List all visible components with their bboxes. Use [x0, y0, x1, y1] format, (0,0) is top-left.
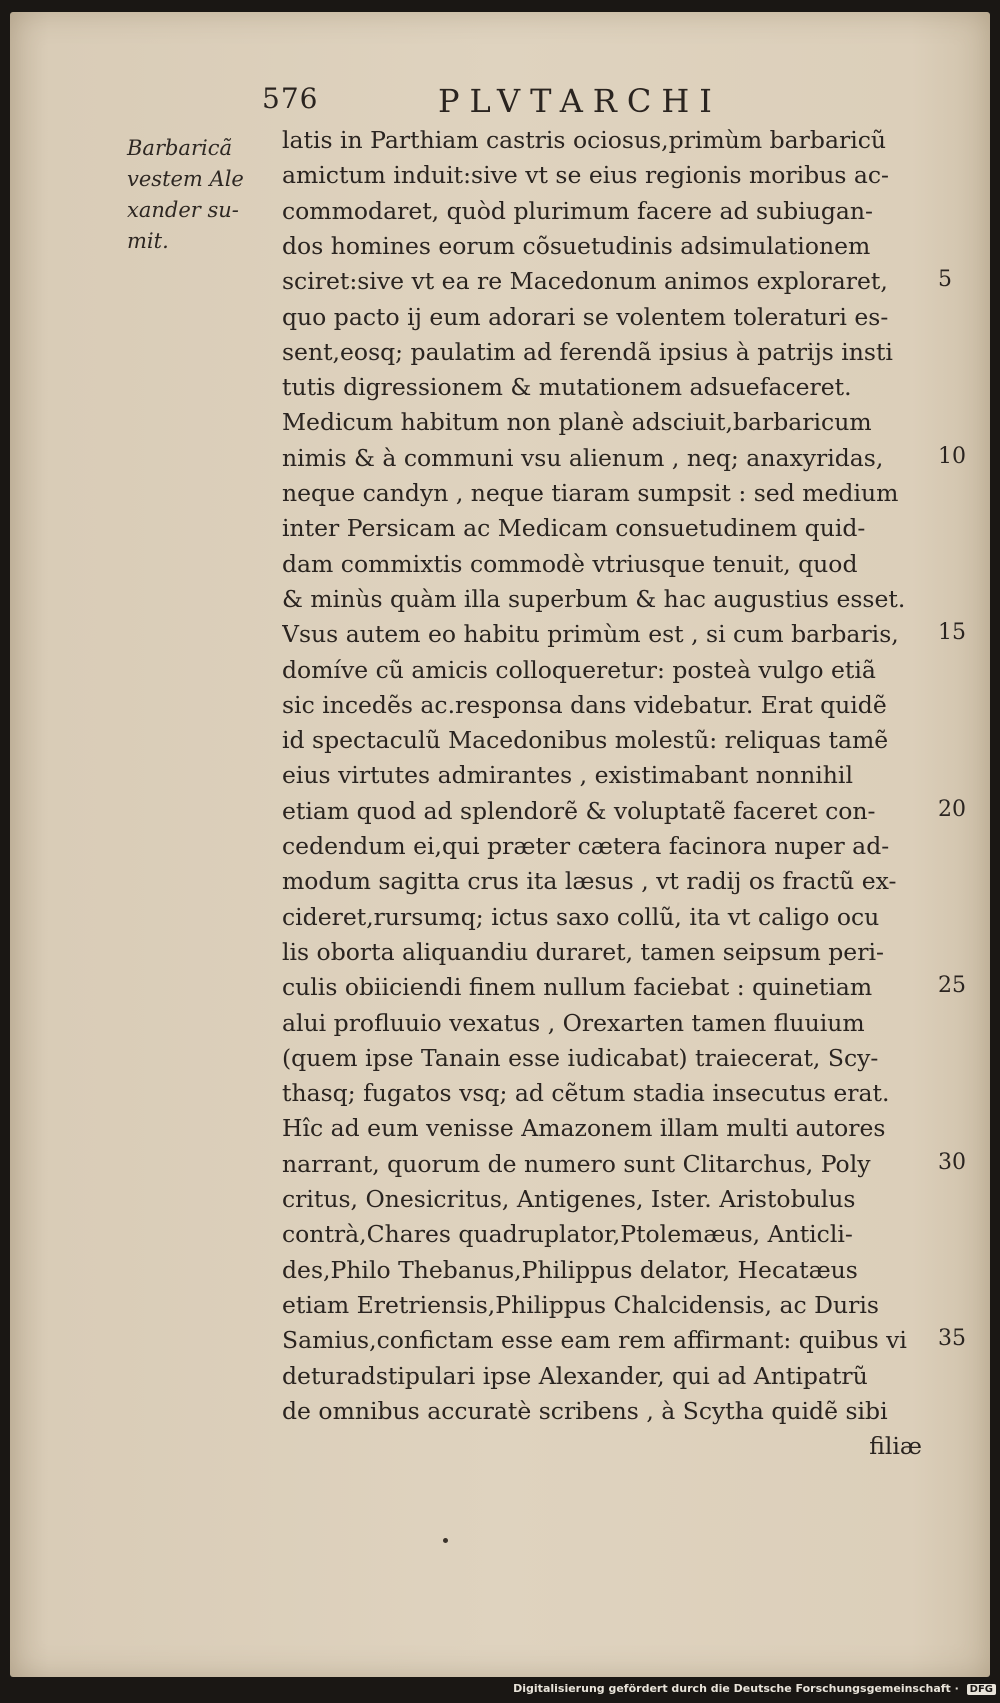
text-line: culis obiiciendi finem nullum faciebat : quinetiam [282, 973, 873, 1002]
line-number: 15 [938, 620, 966, 646]
line-number: 25 [938, 973, 966, 999]
text-line: des,Philo Thebanus,Philippus delator, Hecatæus [282, 1255, 858, 1284]
text-line: id spectaculũ Macedonibus molestũ: reliquas tamẽ [282, 726, 889, 755]
line-number: 5 [938, 267, 952, 293]
marginal-note-line: xander su- [127, 198, 239, 222]
text-line: cedendum ei,qui præter cætera facinora nuper ad- [282, 832, 890, 860]
text-line: tutis digressionem & mutationem adsuefaceret. [282, 373, 852, 402]
page-number: 576 [262, 82, 319, 115]
line-number: 35 [938, 1326, 966, 1352]
text-line: eius virtutes admirantes , existimabant nonnihil [282, 761, 853, 790]
text-line: Hîc ad eum venisse Amazonem illam multi autores [282, 1114, 886, 1143]
text-line: amictum induit:sive vt se eius regionis moribus ac- [282, 161, 889, 190]
text-line: sciret:sive vt ea re Macedonum animos exploraret, [282, 267, 888, 296]
ornament-dot [443, 1538, 448, 1543]
digitization-footer [0, 1682, 996, 1702]
line-number: 30 [938, 1149, 966, 1175]
text-line: de omnibus accuratè scribens , à Scytha quidẽ sibi [282, 1396, 888, 1425]
marginal-note-line: Barbaricã [127, 136, 232, 160]
text-line: alui profluuio vexatus , Orexarten tamen fluuium [282, 1008, 865, 1037]
text-line: lis oborta aliquandiu duraret, tamen seipsum peri- [282, 937, 884, 966]
digitization-credit: Digitalisierung gefördert durch die Deutsche Forschungsgemeinschaft · [513, 1682, 959, 1695]
text-line: thasq; fugatos vsq; ad cẽtum stadia insecutus erat. [282, 1079, 890, 1108]
line-number: 20 [938, 796, 966, 822]
text-line: quo pacto ij eum adorari se volentem toleraturi es- [282, 302, 889, 331]
text-line: narrant, quorum de numero sunt Clitarchus, Poly [282, 1149, 871, 1178]
text-line: domíve cũ amicis colloqueretur: posteà vulgo etiã [282, 655, 876, 684]
text-line: dos homines eorum cõsuetudinis adsimulationem [282, 231, 871, 260]
text-line: neque candyn , neque tiaram sumpsit : sed medium [282, 479, 899, 507]
text-line: latis in Parthiam castris ociosus,primùm barbaricũ [282, 126, 887, 154]
text-line: critus, Onesicritus, Antigenes, Ister. Aristobulus [282, 1185, 856, 1213]
text-line: Samius,confictam esse eam rem affirmant: quibus vi [282, 1326, 907, 1355]
text-line: cideret,rursumq; ictus saxo collũ, ita vt caligo ocu [282, 902, 880, 931]
catchword: filiæ [869, 1432, 922, 1461]
text-line: Vsus autem eo habitu primùm est , si cum barbaris, [282, 620, 899, 649]
text-line: sent,eosq; paulatim ad ferendã ipsius à patrijs insti [282, 337, 893, 366]
text-line: deturadstipulari ipse Alexander, qui ad Antipatrũ [282, 1361, 868, 1390]
marginal-note-line: mit. [127, 229, 169, 253]
text-line: & minùs quàm illa superbum & hac augustius esset. [282, 584, 906, 613]
dfg-logo: DFG [967, 1684, 996, 1695]
text-line: (quem ipse Tanain esse iudicabat) traiecerat, Scy- [282, 1043, 879, 1072]
text-line: etiam quod ad splendorẽ & voluptatẽ faceret con- [282, 796, 876, 825]
marginal-note [127, 133, 267, 257]
running-title: PLVTARCHI [438, 82, 722, 120]
text-line: modum sagitta crus ita læsus , vt radij os fractũ ex- [282, 867, 897, 896]
text-line: commodaret, quòd plurimum facere ad subiugan- [282, 196, 873, 225]
marginal-note-line: vestem Ale [127, 167, 244, 191]
line-number: 10 [938, 443, 966, 469]
text-line: Medicum habitum non planè adsciuit,barbaricum [282, 408, 872, 437]
text-line: contrà,Chares quadruplator,Ptolemæus, Anticli- [282, 1220, 853, 1249]
text-line: sic incedẽs ac.responsa dans videbatur. Erat quidẽ [282, 690, 887, 719]
page-header [0, 82, 1000, 122]
text-line: inter Persicam ac Medicam consuetudinem quid- [282, 514, 866, 543]
text-line: nimis & à communi vsu alienum , neq; anaxyridas, [282, 443, 884, 472]
text-line: etiam Eretriensis,Philippus Chalcidensis, ac Duris [282, 1290, 879, 1319]
text-line: dam commixtis commodè vtriusque tenuit, quod [282, 549, 858, 578]
